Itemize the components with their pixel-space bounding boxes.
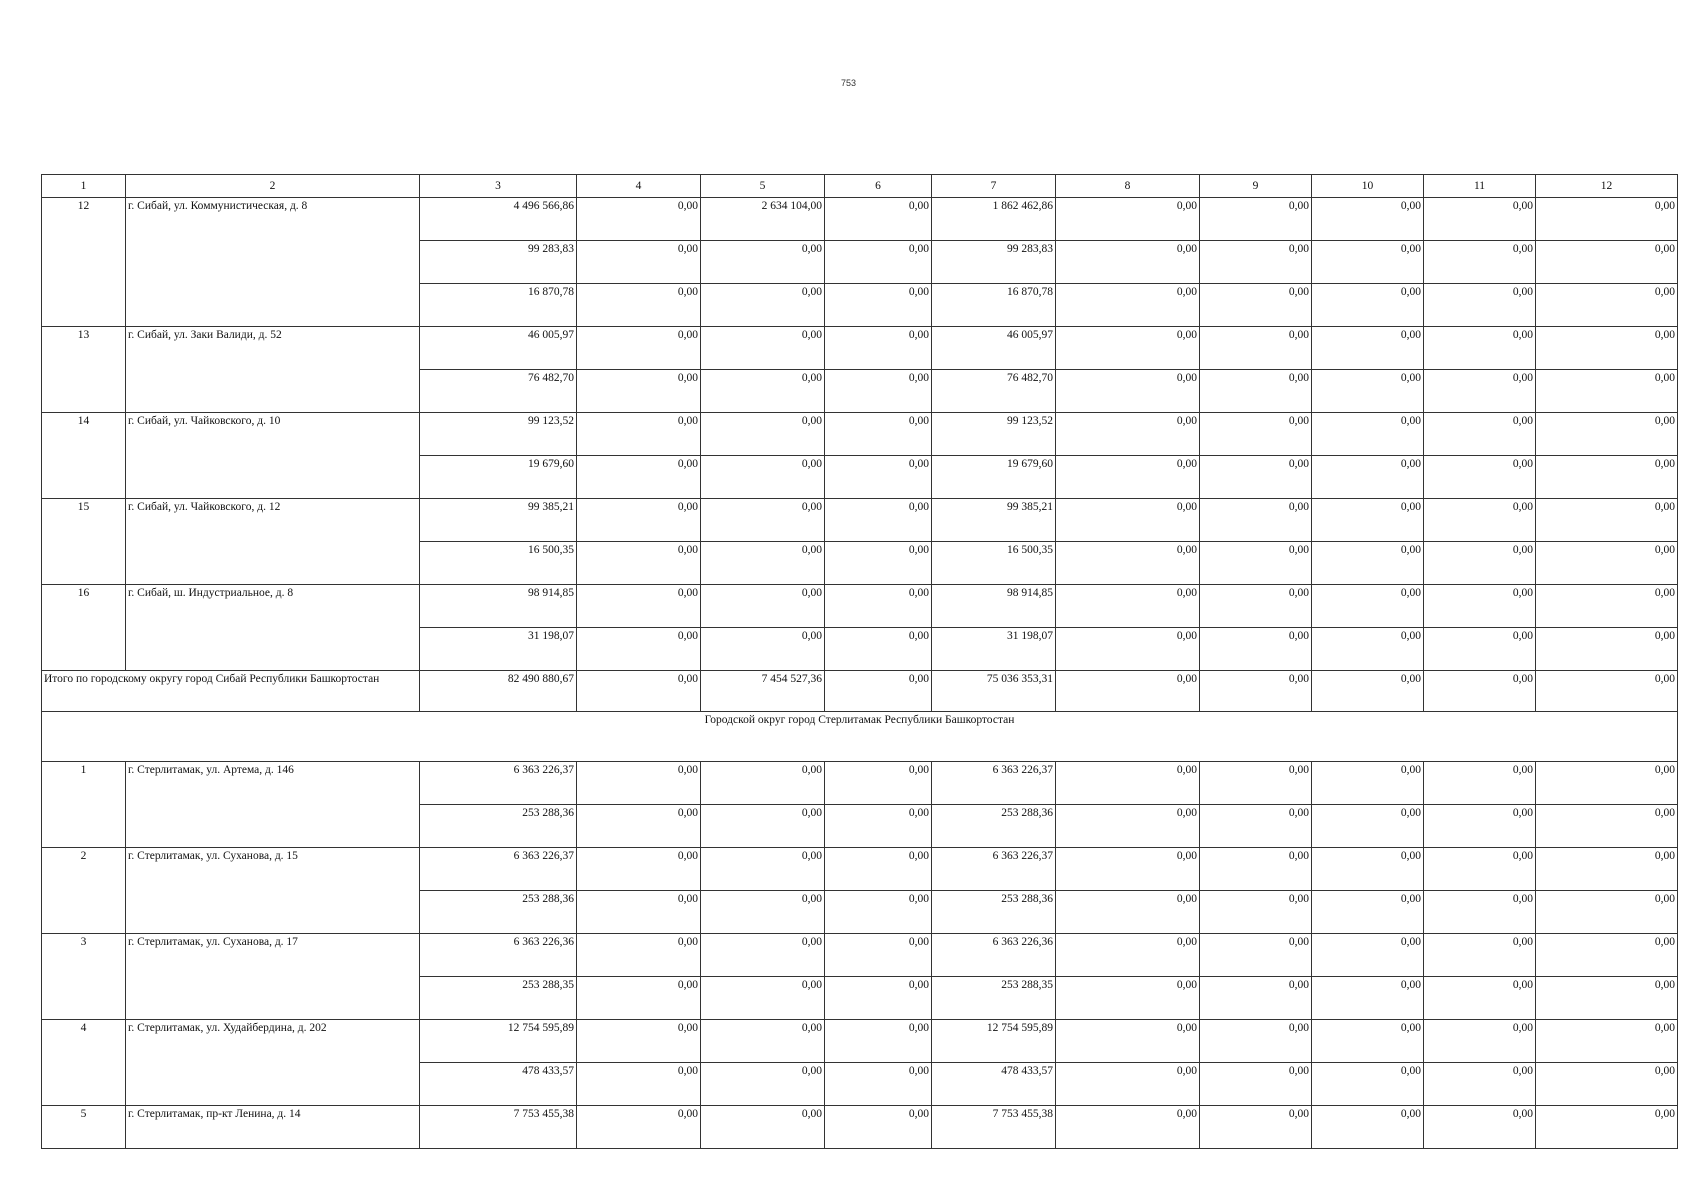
value-cell: 0,00 [1056, 370, 1200, 413]
value-cell: 0,00 [1056, 1020, 1200, 1063]
value-cell: 0,00 [1200, 585, 1312, 628]
value-cell: 0,00 [577, 848, 701, 891]
value-cell: 0,00 [577, 628, 701, 671]
value-cell: 0,00 [825, 628, 932, 671]
value-cell: 0,00 [825, 198, 932, 241]
table-row [42, 848, 1678, 891]
value-cell: 0,00 [1536, 370, 1678, 413]
value-cell: 253 288,36 [420, 891, 577, 934]
value-cell: 1 862 462,86 [932, 198, 1056, 241]
address-cell: г. Сибай, ул. Заки Валиди, д. 52 [126, 327, 420, 413]
value-cell: 46 005,97 [932, 327, 1056, 370]
value-cell: 0,00 [577, 1020, 701, 1063]
value-cell: 0,00 [1200, 542, 1312, 585]
value-cell: 0,00 [1536, 456, 1678, 499]
table-row [42, 413, 1678, 456]
value-cell: 0,00 [1200, 413, 1312, 456]
value-cell: 0,00 [701, 1106, 825, 1149]
value-cell: 0,00 [1200, 284, 1312, 327]
value-cell: 0,00 [1056, 934, 1200, 977]
value-cell: 0,00 [701, 327, 825, 370]
section-title: Городской округ город Стерлитамак Республики Башкортостан [42, 712, 1678, 762]
value-cell: 0,00 [1200, 1063, 1312, 1106]
value-cell: 0,00 [701, 241, 825, 284]
value-cell: 6 363 226,37 [932, 762, 1056, 805]
value-cell: 0,00 [1536, 413, 1678, 456]
value-cell: 19 679,60 [420, 456, 577, 499]
value-cell: 0,00 [1424, 1106, 1536, 1149]
value-cell: 7 753 455,38 [932, 1106, 1056, 1149]
value-cell: 0,00 [701, 1020, 825, 1063]
value-cell: 6 363 226,37 [932, 848, 1056, 891]
value-cell: 6 363 226,37 [420, 848, 577, 891]
value-cell: 0,00 [1200, 241, 1312, 284]
total-row [42, 671, 1678, 712]
table-row [42, 762, 1678, 805]
value-cell: 0,00 [1536, 241, 1678, 284]
column-number: 9 [1200, 175, 1312, 198]
value-cell: 7 753 455,38 [420, 1106, 577, 1149]
value-cell: 253 288,36 [932, 891, 1056, 934]
value-cell: 0,00 [825, 413, 932, 456]
value-cell: 12 754 595,89 [420, 1020, 577, 1063]
value-cell: 0,00 [1536, 585, 1678, 628]
total-value: 75 036 353,31 [932, 671, 1056, 712]
column-number: 8 [1056, 175, 1200, 198]
page-number: 753 [840, 78, 857, 88]
value-cell: 0,00 [1424, 585, 1536, 628]
column-number: 11 [1424, 175, 1536, 198]
value-cell: 0,00 [825, 934, 932, 977]
value-cell: 0,00 [1056, 542, 1200, 585]
data-table [41, 174, 1678, 1149]
value-cell: 0,00 [1536, 762, 1678, 805]
value-cell: 0,00 [577, 934, 701, 977]
value-cell: 0,00 [1424, 456, 1536, 499]
value-cell: 0,00 [577, 456, 701, 499]
value-cell: 0,00 [577, 198, 701, 241]
value-cell: 0,00 [1200, 805, 1312, 848]
value-cell: 0,00 [1312, 628, 1424, 671]
total-value: 0,00 [1312, 671, 1424, 712]
value-cell: 478 433,57 [420, 1063, 577, 1106]
value-cell: 0,00 [1536, 327, 1678, 370]
value-cell: 0,00 [1056, 1063, 1200, 1106]
value-cell: 0,00 [1536, 934, 1678, 977]
value-cell: 6 363 226,36 [420, 934, 577, 977]
value-cell: 0,00 [1312, 805, 1424, 848]
value-cell: 0,00 [1056, 977, 1200, 1020]
value-cell: 0,00 [825, 499, 932, 542]
value-cell: 0,00 [1424, 241, 1536, 284]
value-cell: 0,00 [701, 499, 825, 542]
address-cell: г. Сибай, ш. Индустриальное, д. 8 [126, 585, 420, 671]
value-cell: 31 198,07 [932, 628, 1056, 671]
value-cell: 0,00 [825, 370, 932, 413]
value-cell: 0,00 [1536, 1020, 1678, 1063]
value-cell: 0,00 [1312, 934, 1424, 977]
value-cell: 0,00 [825, 762, 932, 805]
value-cell: 0,00 [1312, 585, 1424, 628]
value-cell: 0,00 [825, 1106, 932, 1149]
value-cell: 0,00 [701, 585, 825, 628]
value-cell: 0,00 [1312, 1106, 1424, 1149]
total-value: 7 454 527,36 [701, 671, 825, 712]
value-cell: 0,00 [1312, 762, 1424, 805]
value-cell: 0,00 [1424, 934, 1536, 977]
value-cell: 0,00 [1056, 585, 1200, 628]
value-cell: 0,00 [1312, 456, 1424, 499]
value-cell: 0,00 [1424, 977, 1536, 1020]
value-cell: 0,00 [701, 805, 825, 848]
value-cell: 0,00 [701, 456, 825, 499]
value-cell: 16 500,35 [932, 542, 1056, 585]
column-number: 2 [126, 175, 420, 198]
value-cell: 0,00 [1200, 456, 1312, 499]
value-cell: 0,00 [1056, 241, 1200, 284]
value-cell: 0,00 [577, 977, 701, 1020]
value-cell: 0,00 [701, 848, 825, 891]
value-cell: 0,00 [701, 542, 825, 585]
table-body [42, 175, 1678, 1149]
value-cell: 0,00 [1200, 198, 1312, 241]
value-cell: 0,00 [1312, 241, 1424, 284]
value-cell: 0,00 [1056, 456, 1200, 499]
table-row [42, 499, 1678, 542]
value-cell: 0,00 [577, 413, 701, 456]
total-label: Итого по городскому округу город Сибай Республики Башкортостан [42, 671, 420, 712]
value-cell: 99 385,21 [420, 499, 577, 542]
column-number: 3 [420, 175, 577, 198]
value-cell: 0,00 [1424, 198, 1536, 241]
value-cell: 0,00 [1200, 499, 1312, 542]
value-cell: 0,00 [577, 284, 701, 327]
address-cell: г. Стерлитамак, ул. Суханова, д. 15 [126, 848, 420, 934]
value-cell: 0,00 [577, 542, 701, 585]
value-cell: 0,00 [1056, 891, 1200, 934]
value-cell: 253 288,35 [932, 977, 1056, 1020]
value-cell: 0,00 [825, 805, 932, 848]
value-cell: 0,00 [577, 327, 701, 370]
value-cell: 0,00 [825, 456, 932, 499]
value-cell: 16 870,78 [420, 284, 577, 327]
row-number: 1 [42, 762, 126, 848]
value-cell: 99 123,52 [932, 413, 1056, 456]
value-cell: 0,00 [1200, 848, 1312, 891]
total-value: 82 490 880,67 [420, 671, 577, 712]
value-cell: 0,00 [701, 284, 825, 327]
value-cell: 0,00 [1536, 198, 1678, 241]
value-cell: 0,00 [825, 1020, 932, 1063]
value-cell: 98 914,85 [932, 585, 1056, 628]
value-cell: 0,00 [1312, 284, 1424, 327]
table-row [42, 327, 1678, 370]
value-cell: 0,00 [577, 762, 701, 805]
total-value: 0,00 [1200, 671, 1312, 712]
address-cell: г. Стерлитамак, ул. Худайбердина, д. 202 [126, 1020, 420, 1106]
column-number: 4 [577, 175, 701, 198]
value-cell: 0,00 [1536, 542, 1678, 585]
table-row [42, 585, 1678, 628]
value-cell: 0,00 [701, 370, 825, 413]
value-cell: 0,00 [1424, 327, 1536, 370]
value-cell: 0,00 [1424, 628, 1536, 671]
value-cell: 253 288,36 [932, 805, 1056, 848]
value-cell: 0,00 [1536, 891, 1678, 934]
column-number: 7 [932, 175, 1056, 198]
value-cell: 46 005,97 [420, 327, 577, 370]
value-cell: 0,00 [1200, 891, 1312, 934]
address-cell: г. Стерлитамак, пр-кт Ленина, д. 14 [126, 1106, 420, 1149]
value-cell: 0,00 [1200, 977, 1312, 1020]
value-cell: 0,00 [577, 499, 701, 542]
value-cell: 0,00 [1200, 327, 1312, 370]
column-number: 6 [825, 175, 932, 198]
total-value: 0,00 [577, 671, 701, 712]
value-cell: 0,00 [701, 891, 825, 934]
row-number: 12 [42, 198, 126, 327]
value-cell: 0,00 [825, 542, 932, 585]
value-cell: 0,00 [577, 1063, 701, 1106]
value-cell: 0,00 [577, 585, 701, 628]
value-cell: 98 914,85 [420, 585, 577, 628]
value-cell: 0,00 [701, 628, 825, 671]
value-cell: 0,00 [577, 1106, 701, 1149]
value-cell: 0,00 [825, 284, 932, 327]
value-cell: 0,00 [1056, 805, 1200, 848]
value-cell: 0,00 [577, 370, 701, 413]
value-cell: 0,00 [825, 585, 932, 628]
value-cell: 0,00 [1056, 1106, 1200, 1149]
address-cell: г. Стерлитамак, ул. Артема, д. 146 [126, 762, 420, 848]
value-cell: 0,00 [1312, 327, 1424, 370]
value-cell: 99 283,83 [420, 241, 577, 284]
value-cell: 0,00 [1536, 977, 1678, 1020]
value-cell: 0,00 [1056, 284, 1200, 327]
total-value: 0,00 [825, 671, 932, 712]
value-cell: 0,00 [1056, 413, 1200, 456]
column-number-row [42, 175, 1678, 198]
value-cell: 0,00 [1200, 628, 1312, 671]
value-cell: 0,00 [1424, 762, 1536, 805]
address-cell: г. Сибай, ул. Коммунистическая, д. 8 [126, 198, 420, 327]
value-cell: 0,00 [1424, 370, 1536, 413]
address-cell: г. Стерлитамак, ул. Суханова, д. 17 [126, 934, 420, 1020]
row-number: 2 [42, 848, 126, 934]
value-cell: 0,00 [1056, 848, 1200, 891]
value-cell: 0,00 [1056, 499, 1200, 542]
value-cell: 0,00 [1536, 1106, 1678, 1149]
table-row [42, 198, 1678, 241]
section-row [42, 712, 1678, 762]
value-cell: 253 288,35 [420, 977, 577, 1020]
value-cell: 0,00 [1312, 542, 1424, 585]
value-cell: 6 363 226,37 [420, 762, 577, 805]
table-row [42, 934, 1678, 977]
total-value: 0,00 [1056, 671, 1200, 712]
address-cell: г. Сибай, ул. Чайковского, д. 10 [126, 413, 420, 499]
value-cell: 31 198,07 [420, 628, 577, 671]
value-cell: 0,00 [701, 762, 825, 805]
value-cell: 0,00 [1424, 284, 1536, 327]
value-cell: 76 482,70 [932, 370, 1056, 413]
value-cell: 0,00 [1312, 891, 1424, 934]
value-cell: 0,00 [701, 934, 825, 977]
column-number: 1 [42, 175, 126, 198]
value-cell: 0,00 [1536, 1063, 1678, 1106]
value-cell: 478 433,57 [932, 1063, 1056, 1106]
value-cell: 0,00 [1056, 198, 1200, 241]
value-cell: 0,00 [1200, 934, 1312, 977]
value-cell: 0,00 [1536, 848, 1678, 891]
total-value: 0,00 [1536, 671, 1678, 712]
value-cell: 0,00 [1312, 370, 1424, 413]
value-cell: 99 283,83 [932, 241, 1056, 284]
row-number: 16 [42, 585, 126, 671]
value-cell: 0,00 [1424, 848, 1536, 891]
row-number: 14 [42, 413, 126, 499]
value-cell: 0,00 [577, 891, 701, 934]
row-number: 4 [42, 1020, 126, 1106]
value-cell: 0,00 [825, 1063, 932, 1106]
value-cell: 0,00 [1424, 891, 1536, 934]
value-cell: 19 679,60 [932, 456, 1056, 499]
total-value: 0,00 [1424, 671, 1536, 712]
value-cell: 0,00 [1056, 327, 1200, 370]
value-cell: 0,00 [825, 241, 932, 284]
value-cell: 6 363 226,36 [932, 934, 1056, 977]
row-number: 3 [42, 934, 126, 1020]
value-cell: 0,00 [1424, 1063, 1536, 1106]
value-cell: 0,00 [1056, 762, 1200, 805]
value-cell: 0,00 [1424, 499, 1536, 542]
value-cell: 0,00 [1312, 198, 1424, 241]
value-cell: 0,00 [577, 241, 701, 284]
value-cell: 0,00 [1200, 762, 1312, 805]
value-cell: 2 634 104,00 [701, 198, 825, 241]
value-cell: 0,00 [825, 977, 932, 1020]
value-cell: 12 754 595,89 [932, 1020, 1056, 1063]
value-cell: 0,00 [1312, 977, 1424, 1020]
value-cell: 0,00 [825, 327, 932, 370]
column-number: 5 [701, 175, 825, 198]
value-cell: 16 500,35 [420, 542, 577, 585]
value-cell: 0,00 [1536, 284, 1678, 327]
value-cell: 76 482,70 [420, 370, 577, 413]
value-cell: 0,00 [1200, 1020, 1312, 1063]
value-cell: 0,00 [1312, 1020, 1424, 1063]
value-cell: 0,00 [577, 805, 701, 848]
address-cell: г. Сибай, ул. Чайковского, д. 12 [126, 499, 420, 585]
value-cell: 0,00 [1536, 499, 1678, 542]
value-cell: 0,00 [1424, 1020, 1536, 1063]
value-cell: 0,00 [1200, 1106, 1312, 1149]
value-cell: 0,00 [825, 848, 932, 891]
value-cell: 0,00 [1312, 499, 1424, 542]
value-cell: 0,00 [825, 891, 932, 934]
value-cell: 0,00 [1312, 1063, 1424, 1106]
row-number: 5 [42, 1106, 126, 1149]
column-number: 10 [1312, 175, 1424, 198]
value-cell: 16 870,78 [932, 284, 1056, 327]
row-number: 15 [42, 499, 126, 585]
value-cell: 0,00 [701, 977, 825, 1020]
value-cell: 0,00 [1536, 805, 1678, 848]
value-cell: 0,00 [1424, 542, 1536, 585]
value-cell: 0,00 [701, 413, 825, 456]
row-number: 13 [42, 327, 126, 413]
value-cell: 0,00 [701, 1063, 825, 1106]
value-cell: 0,00 [1200, 370, 1312, 413]
value-cell: 0,00 [1312, 848, 1424, 891]
value-cell: 0,00 [1536, 628, 1678, 671]
table-row [42, 1106, 1678, 1149]
value-cell: 99 123,52 [420, 413, 577, 456]
value-cell: 99 385,21 [932, 499, 1056, 542]
value-cell: 0,00 [1424, 805, 1536, 848]
table-row [42, 1020, 1678, 1063]
value-cell: 0,00 [1312, 413, 1424, 456]
value-cell: 253 288,36 [420, 805, 577, 848]
column-number: 12 [1536, 175, 1678, 198]
value-cell: 0,00 [1056, 628, 1200, 671]
value-cell: 4 496 566,86 [420, 198, 577, 241]
value-cell: 0,00 [1424, 413, 1536, 456]
